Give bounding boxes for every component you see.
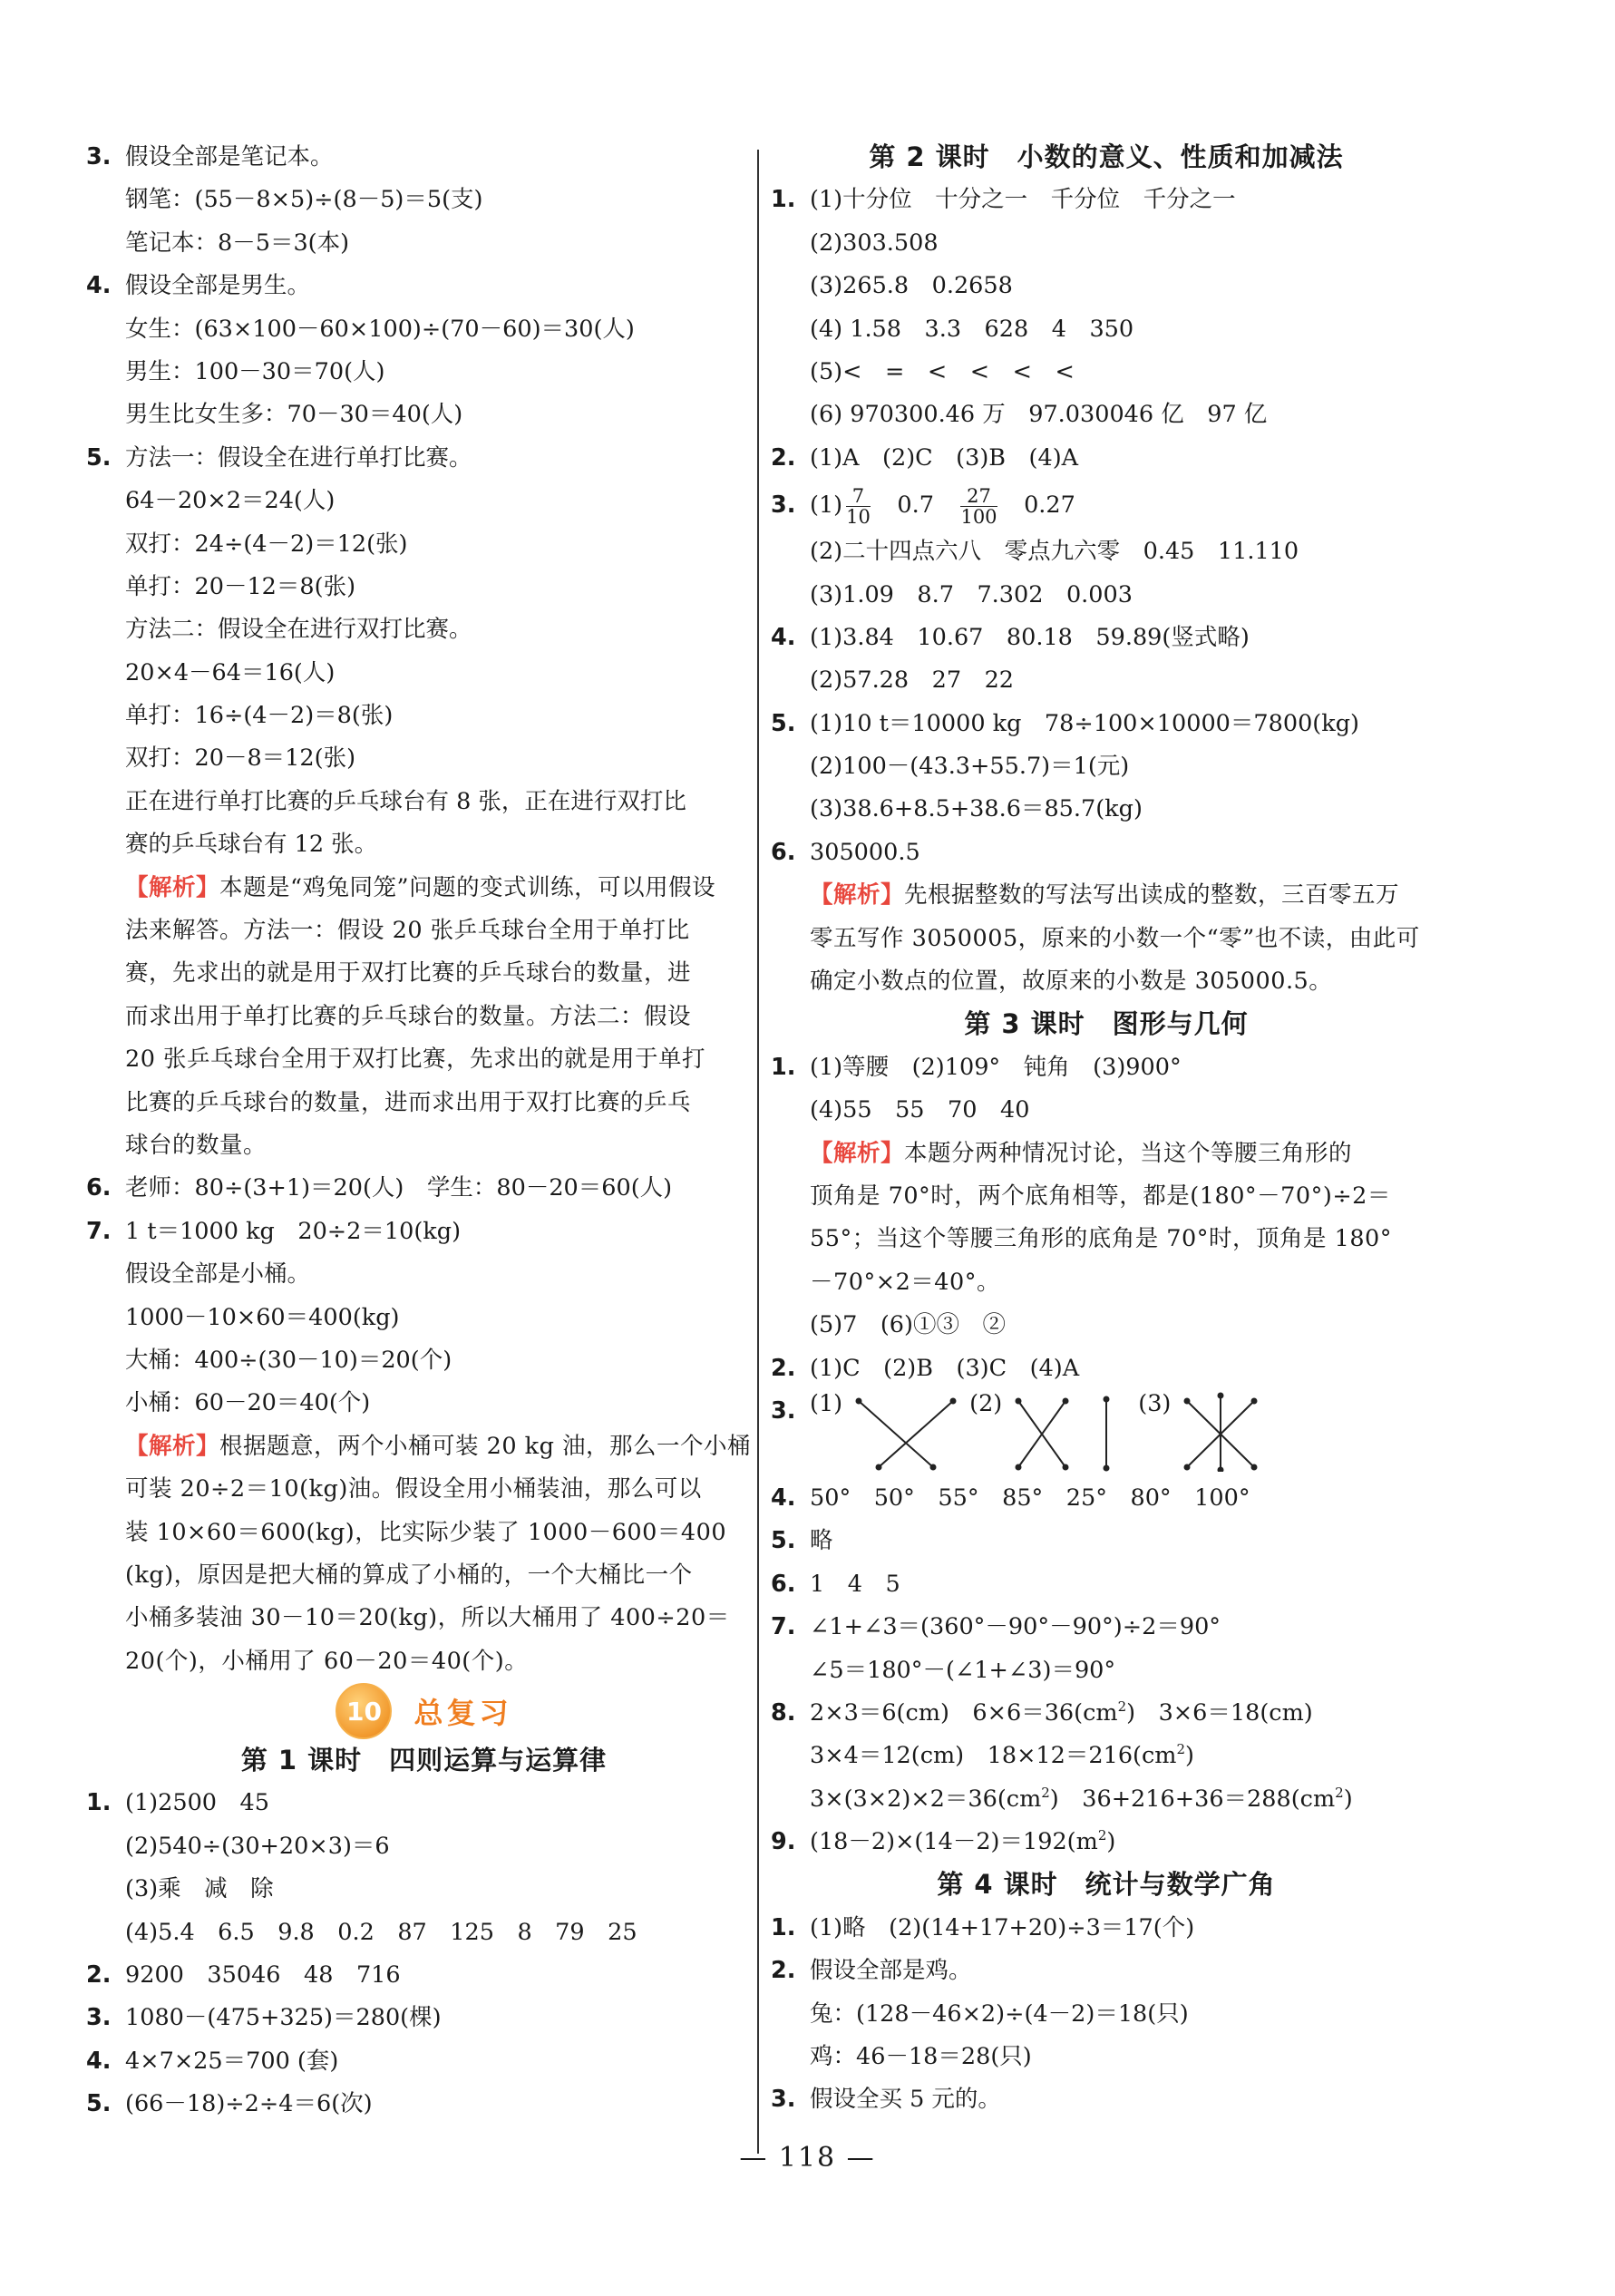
answer-line bbox=[771, 265, 1442, 307]
answer-text: 女生：(63×100－60×100)÷(70－60)＝30(人) bbox=[125, 315, 635, 343]
answer-line bbox=[86, 308, 762, 351]
line-figures: (1) (2) (3) bbox=[810, 1390, 1261, 1477]
answer-line bbox=[86, 351, 762, 394]
answer-text: (2)57.28 27 22 bbox=[810, 666, 1015, 695]
answer-line bbox=[771, 1993, 1442, 2036]
item-number: 4. bbox=[771, 623, 796, 651]
item-number: 7. bbox=[86, 1217, 112, 1245]
answer-text: (2)303.508 bbox=[810, 229, 939, 257]
answer-item: 3. (1) $\frac{7}{10}$ 0.7 $\frac{27}{100}$ 0.27 bbox=[771, 480, 1442, 530]
answer-text: 假设全部是男生。 bbox=[125, 272, 311, 300]
item-number: 1. bbox=[771, 1913, 796, 1941]
answer-text: (1)略 (2)(14+17+20)÷3＝17(个) bbox=[810, 1913, 1195, 1941]
answer-text: 单打：16÷(4－2)＝8(张) bbox=[125, 702, 394, 730]
answer-item bbox=[86, 1954, 762, 1997]
answer-text: 305000.5 bbox=[810, 838, 920, 866]
answer-line bbox=[86, 222, 762, 265]
answer-text: 老师：80÷(3+1)＝20(人) 学生：80－20＝60(人) bbox=[125, 1174, 673, 1202]
answer-item bbox=[771, 1347, 1442, 1390]
answer-item bbox=[771, 703, 1442, 745]
answer-text: 1 4 5 bbox=[810, 1570, 900, 1598]
answer-item bbox=[771, 179, 1442, 221]
item-number: 6. bbox=[771, 1570, 796, 1598]
answer-text: 鸡：46－18＝28(只) bbox=[810, 2043, 1032, 2071]
answer-text: 20×4－64＝16(人) bbox=[125, 658, 336, 686]
answer-text: 笔记本：8－5＝3(本) bbox=[125, 229, 350, 257]
answer-item bbox=[771, 1520, 1442, 1562]
answer-list bbox=[86, 136, 762, 867]
unit-heading bbox=[86, 1683, 762, 1739]
page-number: — 118 — bbox=[739, 2142, 876, 2174]
answer-text: (1)等腰 (2)109° 钝角 (3)900° bbox=[810, 1053, 1182, 1081]
crossing-lines-figure-1 bbox=[851, 1390, 960, 1472]
answer-text: 单打：20－12＝8(张) bbox=[125, 572, 356, 600]
answer-text: (5)< = < < < < bbox=[810, 357, 1075, 385]
item-number: 1. bbox=[771, 1053, 796, 1081]
item-number: 5. bbox=[771, 1527, 796, 1555]
crossing-lines-figure-2 bbox=[1011, 1390, 1129, 1472]
answer-text: 1080－(475+325)＝280(棵) bbox=[125, 2004, 442, 2032]
answer-line bbox=[86, 652, 762, 695]
answer-line bbox=[86, 608, 762, 651]
item-number: 5. bbox=[86, 443, 112, 472]
answer-line bbox=[86, 1253, 762, 1296]
right-column: 第 2 课时 小数的意义、性质和加减法 1. (1)十分位 十分之一 千分位 千分之一 (2)303.508 (3)265.8 0.2658 (4) 1.58 3.3 628 4 350 (5)< = < < < < (6) 970300.46 万 97.030046 亿 97 亿 2. (1)A (2)C (3)B (4)A 3. (1) $\frac{7}{10}$ 0.7 $\frac{27}{100}$ 0.27 (2)二十四点六八 零点九六零 0.45 11.110 (3)1.09 8.7 7.302 0.003 4. (1)3.84 10.67 80.18 59.89(竖式略) (2)57.28 27 22 5. (1)10 t＝10000 kg 78÷100×10000＝7800(kg) (2)100－(43.3+55.7)＝1(元) (3)38.6+8.5+38.6＝85.7(kg) 6. 305000.5 【解析】先根据整数的写法写出读成的整数，三百零五万 零五写作 3050005，原来的小数一个“零”也不读，由此可 确定小数点的位置，故原来的小数是 305000.5。 第 3 课时 图形与几何 1. (1)等腰 (2)109° 钝角 (3)900° (4)55 55 70 40 【解析】本题分两种情况讨论，当这个等腰三角形的 顶角是 70°时，两个底角相等，都是(180°－70°)÷2＝ 55°；当这个等腰三角形的底角是 70°时，顶角是 180° －70°×2＝40°。 (5)7 (6)①③ ② 2. (1)C (2)B (3)C (4)A 3. (1) (2) (3) 4. 50° 50° 55° 85° 25° 80° 100° 5. 略 6. 1 4 5 7. ∠1+∠3＝(360°－90°－90°)÷2＝90° ∠5＝180°－(∠1+∠3)＝90° 8. 2×3＝6(cm) $6\times 6=36(cm^2)$ 3×6＝18(cm) 3×4＝12(cm) $18\times 12=216(cm^2)$ $3\times(3\times 2)\times 2=36(cm^2)$ $36+216+36=288(cm^2)$ 9. $(18-2)\times(14-2)=192(m^2)$ 第 4 课时 统计与数学广角 1. (1)略 (2)(14+17+20)÷3＝17(个) 2. 假设全部是鸡。 兔：(128－46×2)÷(4－2)＝18(只) 鸡：46－18＝28(只) 3. 假设全买 5 元的。 bbox=[771, 136, 1442, 2122]
item-number: 2. bbox=[771, 1354, 796, 1382]
answer-text: 正在进行单打比赛的乒乓球台有 8 张，正在进行双打比 bbox=[125, 787, 686, 815]
answer-text: 略 bbox=[810, 1527, 833, 1555]
answer-line bbox=[86, 823, 762, 866]
answer-text: 假设全部是小桶。 bbox=[125, 1260, 311, 1289]
answer-item: 9. $(18-2)\times(14-2)=192(m^2)$ bbox=[771, 1827, 1116, 1856]
item-number: 2. bbox=[771, 443, 796, 472]
answer-text: (1)3.84 10.67 80.18 59.89(竖式略) bbox=[810, 623, 1250, 651]
answer-line bbox=[86, 480, 762, 522]
answer-text: 1000－10×60＝400(kg) bbox=[125, 1303, 400, 1331]
answer-item bbox=[771, 1477, 1442, 1520]
item-number: 1. bbox=[771, 186, 796, 214]
answer-item bbox=[771, 1950, 1442, 1992]
analysis-block: 【解析】本题分两种情况讨论，当这个等腰三角形的 顶角是 70°时，两个底角相等，都是(180°－70°)÷2＝ 55°；当这个等腰三角形的底角是 70°时，顶角是 180° －70°×2＝40°。 bbox=[810, 1139, 1393, 1296]
answer-line bbox=[771, 351, 1442, 394]
lesson-title: 第 1 课时 四则运算与运算律 bbox=[240, 1745, 608, 1776]
answer-line bbox=[771, 1089, 1442, 1132]
answer-line bbox=[86, 566, 762, 608]
answer-item bbox=[86, 1997, 762, 2039]
answer-line bbox=[86, 1912, 762, 1954]
item-number: 1. bbox=[86, 1789, 112, 1817]
answer-line bbox=[771, 222, 1442, 265]
answer-item bbox=[771, 1606, 1442, 1649]
answer-item bbox=[771, 832, 1442, 874]
answer-text: 4×7×25＝700 (套) bbox=[125, 2047, 339, 2075]
answer-item: 8. 2×3＝6(cm) $6\times 6=36(cm^2)$ 3×6＝18(cm) bbox=[771, 1698, 1313, 1727]
answer-list bbox=[771, 617, 1442, 874]
lesson-title: 第 2 课时 小数的意义、性质和加减法 bbox=[869, 141, 1344, 172]
answer-text: (1)2500 45 bbox=[125, 1789, 269, 1817]
answer-list bbox=[86, 1167, 762, 1425]
answer-list bbox=[771, 1907, 1442, 2122]
answer-text: (66－18)÷2÷4＝6(次) bbox=[125, 2090, 373, 2118]
answer-text: 假设全买 5 元的。 bbox=[810, 2086, 1001, 2114]
answer-text: (3)乘 减 除 bbox=[125, 1875, 274, 1903]
answer-line bbox=[771, 659, 1442, 702]
item-number: 7. bbox=[771, 1613, 796, 1641]
answer-line bbox=[86, 1339, 762, 1382]
unit-title: 总复习 bbox=[413, 1696, 512, 1731]
analysis-tag: 【解析】 bbox=[125, 873, 220, 901]
answer-line bbox=[771, 2036, 1442, 2078]
answer-text: 1 t＝1000 kg 20÷2＝10(kg) bbox=[125, 1217, 462, 1245]
answer-text: (6) 970300.46 万 97.030046 亿 97 亿 bbox=[810, 401, 1268, 429]
answer-text: 假设全部是笔记本。 bbox=[125, 143, 334, 170]
answer-line bbox=[86, 695, 762, 737]
item-number: 4. bbox=[771, 1484, 796, 1512]
answer-text: 兔：(128－46×2)÷(4－2)＝18(只) bbox=[810, 1999, 1189, 2028]
answer-text: 男生比女生多：70－30＝40(人) bbox=[125, 401, 463, 429]
answer-item bbox=[86, 1782, 762, 1824]
answer-list bbox=[86, 1782, 762, 2126]
lesson-title: 第 4 课时 统计与数学广角 bbox=[937, 1869, 1276, 1901]
answer-text: 双打：24÷(4－2)＝12(张) bbox=[125, 530, 408, 558]
answer-item bbox=[771, 617, 1442, 659]
answer-line bbox=[86, 1868, 762, 1911]
answer-line bbox=[86, 1297, 762, 1339]
answer-text: 男生：100－30＝70(人) bbox=[125, 357, 385, 385]
item-number: 2. bbox=[86, 1961, 112, 1990]
answer-line bbox=[86, 1382, 762, 1425]
analysis-tag: 【解析】 bbox=[125, 1432, 220, 1460]
answer-list bbox=[771, 1347, 1442, 1390]
item-number: 3. bbox=[771, 2086, 796, 2114]
answer-item bbox=[86, 2040, 762, 2083]
answer-text: 9200 35046 48 716 bbox=[125, 1961, 401, 1990]
answer-line bbox=[86, 737, 762, 780]
answer-text: (1)C (2)B (3)C (4)A bbox=[810, 1354, 1080, 1382]
answer-text: ∠5＝180°－(∠1+∠3)＝90° bbox=[810, 1656, 1116, 1684]
left-column bbox=[86, 136, 762, 2126]
analysis-block: 【解析】先根据整数的写法写出读成的整数，三百零五万 零五写作 3050005，原来的小数一个“零”也不读，由此可 确定小数点的位置，故原来的小数是 305000.5。 bbox=[810, 881, 1420, 996]
answer-text: ∠1+∠3＝(360°－90°－90°)÷2＝90° bbox=[810, 1613, 1221, 1641]
item-number: 5. bbox=[86, 2090, 112, 2118]
fraction: $\frac{7}{10}$ bbox=[846, 484, 871, 528]
answer-item: 3. (1) (2) (3) bbox=[771, 1390, 1442, 1477]
answer-text: 50° 50° 55° 85° 25° 80° 100° bbox=[810, 1484, 1250, 1512]
analysis-block: 【解析】根据题意，两个小桶可装 20 kg 油，那么一个小桶 可装 20÷2＝10(kg)油。假设全用小桶装油，那么可以 装 10×60＝600(kg)，比实际少装了 1000－600＝400 (kg)，原因是把大桶的算成了小桶的，一个大桶比一个 小桶多装油 30－10＝20(kg)，所以大桶用了 400÷20＝ 20(个)，小桶用了 60－20＝40(个)。 bbox=[125, 1432, 752, 1675]
answer-text: 小桶：60－20＝40(个) bbox=[125, 1389, 371, 1417]
answer-text: (3)265.8 0.2658 bbox=[810, 272, 1013, 300]
answer-list bbox=[771, 1477, 1442, 1692]
answer-text: (4)55 55 70 40 bbox=[810, 1096, 1030, 1124]
answer-text: (1)十分位 十分之一 千分位 千分之一 bbox=[810, 186, 1236, 214]
item-number: 4. bbox=[86, 2047, 112, 2075]
answer-line bbox=[771, 308, 1442, 351]
analysis-tag: 【解析】 bbox=[810, 1139, 905, 1167]
analysis-block: 【解析】本题是“鸡兔同笼”问题的变式训练，可以用假设 法来解答。方法一：假设 20 张乒乓球台全用于单打比 赛，先求出的就是用于双打比赛的乒乓球台的数量，进 而求出用于单打比赛的乒乓球台的数量。方法二：假设 20 张乒乓球台全用于双打比赛，先求出的就是用于单打 比赛的乒乓球台的数量，进而求出用于双打比赛的乒乓 球台的数量。 bbox=[125, 873, 716, 1159]
answer-item bbox=[86, 265, 762, 307]
answer-line bbox=[771, 745, 1442, 788]
item-number: 6. bbox=[86, 1174, 112, 1202]
answer-line bbox=[771, 788, 1442, 831]
answer-text: 赛的乒乓球台有 12 张。 bbox=[125, 831, 378, 859]
answer-list bbox=[771, 179, 1442, 480]
item-number: 4. bbox=[86, 272, 112, 300]
item-number: 6. bbox=[771, 838, 796, 866]
answer-text: 方法一：假设全在进行单打比赛。 bbox=[125, 443, 472, 472]
answer-item bbox=[86, 1211, 762, 1253]
answer-text: 大桶：400÷(30－10)＝20(个) bbox=[125, 1346, 452, 1374]
answer-text: 钢笔：(55－8×5)÷(8－5)＝5(支) bbox=[125, 186, 483, 214]
answer-text: (3)38.6+8.5+38.6＝85.7(kg) bbox=[810, 795, 1143, 823]
item-number: 3. bbox=[86, 2004, 112, 2032]
answer-item bbox=[86, 1167, 762, 1210]
fraction-answers: (1) $\frac{7}{10}$ 0.7 $\frac{27}{100}$ 0.27 bbox=[810, 484, 1075, 528]
answer-item bbox=[771, 2078, 1442, 2121]
answer-text: 假设全部是鸡。 bbox=[810, 1957, 972, 1985]
answer-line bbox=[771, 394, 1442, 436]
answer-item bbox=[86, 437, 762, 480]
answer-list bbox=[771, 1046, 1442, 1133]
crossing-lines-figure-3 bbox=[1180, 1390, 1261, 1472]
item-number: 2. bbox=[771, 1957, 796, 1985]
answer-text: (1)10 t＝10000 kg 78÷100×10000＝7800(kg) bbox=[810, 709, 1359, 737]
answer-item bbox=[771, 437, 1442, 480]
answer-item bbox=[771, 1907, 1442, 1950]
answer-item bbox=[771, 1046, 1442, 1089]
unit-number-badge: 10 bbox=[336, 1683, 392, 1739]
answer-text: 双打：20－8＝12(张) bbox=[125, 744, 356, 773]
item-number: 3. bbox=[86, 143, 112, 170]
fraction: $\frac{27}{100}$ bbox=[960, 484, 997, 528]
item-number: 5. bbox=[771, 709, 796, 737]
answer-text: (4)5.4 6.5 9.8 0.2 87 125 8 79 25 bbox=[125, 1918, 637, 1946]
lesson-title: 第 3 课时 图形与几何 bbox=[964, 1008, 1249, 1040]
answer-text: 64－20×2＝24(人) bbox=[125, 487, 336, 515]
answer-line bbox=[86, 523, 762, 566]
answer-text: (4) 1.58 3.3 628 4 350 bbox=[810, 315, 1134, 343]
answer-line bbox=[86, 1825, 762, 1868]
answer-text: (1)A (2)C (3)B (4)A bbox=[810, 443, 1079, 472]
answer-text: (2)540÷(30+20×3)＝6 bbox=[125, 1832, 390, 1860]
answer-line bbox=[86, 179, 762, 221]
answer-line bbox=[86, 394, 762, 436]
answer-text: 方法二：假设全在进行双打比赛。 bbox=[125, 616, 472, 644]
answer-item bbox=[86, 136, 762, 179]
analysis-tag: 【解析】 bbox=[810, 881, 905, 910]
answer-line bbox=[86, 781, 762, 823]
answer-item bbox=[771, 1563, 1442, 1606]
answer-line bbox=[771, 1649, 1442, 1692]
answer-item bbox=[86, 2083, 762, 2126]
answer-text: (2)100－(43.3+55.7)＝1(元) bbox=[810, 753, 1130, 781]
